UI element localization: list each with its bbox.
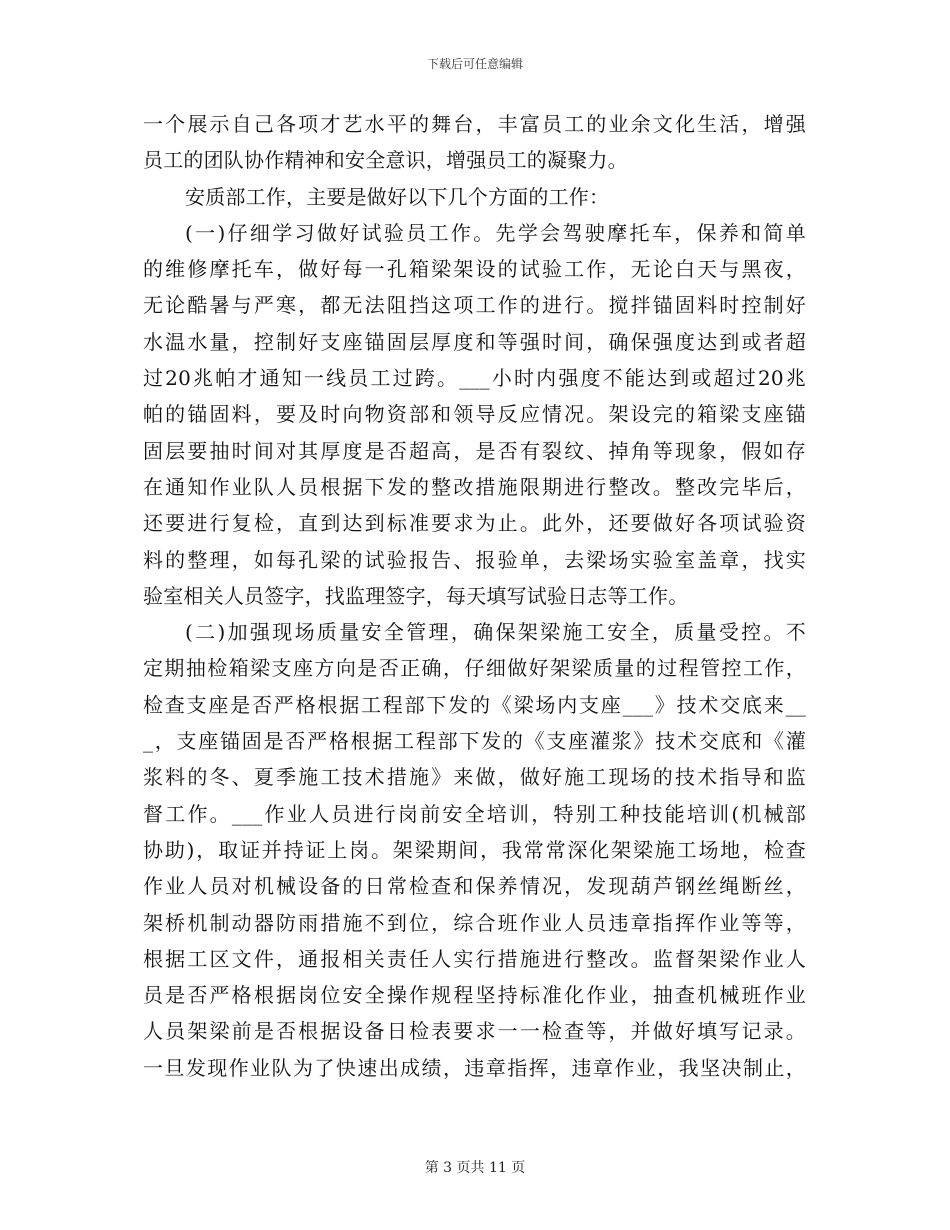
text-line: 定期抽检箱梁支座方向是否正确，仔细做好架梁质量的过程管控工作， [143,656,806,681]
text-line: 浆料的冬、夏季施工技术措施》来做，做好施工现场的技术指导和监 [143,765,806,790]
document-body [143,106,806,1086]
text-line: 的维修摩托车，做好每一孔箱梁架设的试验工作，无论白天与黑夜， [143,257,806,282]
text-line: 人员架梁前是否根据设备日检表要求一一检查等，并做好填写记录。 [143,1019,806,1044]
text-line: 作业人员对机械设备的日常检查和保养情况，发现葫芦钢丝绳断丝， [143,874,806,899]
text-line: 一旦发现作业队为了快速出成绩，违章指挥，违章作业，我坚决制止， [143,1055,806,1080]
text-line: 帕的锚固料，要及时向物资部和领导反应情况。架设完的箱梁支座锚 [143,402,806,427]
text-line: 固层要抽时间对其厚度是否超高，是否有裂纹、掉角等现象，假如存 [143,438,806,463]
text-line: _，支座锚固是否严格根据工程部下发的《支座灌浆》技术交底和《灌 [143,729,806,754]
text-line: 员是否严格根据岗位安全操作规程坚持标准化作业，抽查机械班作业 [143,983,806,1008]
text-line: 督工作。___作业人员进行岗前安全培训，特别工种技能培训(机械部 [143,801,806,826]
text-line: 验室相关人员签字，找监理签字，每天填写试验日志等工作。 [143,583,689,608]
page-number-footer: 第 3 页共 11 页 [424,1160,526,1176]
text-line: 一个展示自己各项才艺水平的舞台，丰富员工的业余文化生活，增强 [143,112,806,136]
paragraph-heading: 安质部工作，主要是做好以下几个方面的工作： [185,184,610,209]
text-line: 还要进行复检，直到达到标准要求为止。此外，还要做好各项试验资 [143,511,806,536]
text-line: 无论酷暑与严寒，都无法阻挡这项工作的进行。搅拌锚固料时控制好 [143,293,806,318]
text-line: 协助)，取证并持证上岗。架梁期间，我常常深化架梁施工场地，检查 [143,837,806,862]
text-line: (二)加强现场质量安全管理，确保架梁施工安全，质量受控。不 [185,620,806,645]
text-line: 架桥机制动器防雨措施不到位，综合班作业人员违章指挥作业等等， [143,910,806,935]
text-line: (一)仔细学习做好试验员工作。先学会驾驶摩托车，保养和简单 [185,220,806,245]
text-line: 水温水量，控制好支座锚固层厚度和等强时间，确保强度达到或者超 [143,329,806,354]
text-line: 检查支座是否严格根据工程部下发的《梁场内支座___》技术交底来__ [143,692,806,717]
text-line: 过20兆帕才通知一线员工过跨。___小时内强度不能达到或超过20兆 [143,366,806,391]
text-line: 在通知作业队人员根据下发的整改措施限期进行整改。整改完毕后， [143,474,806,499]
text-line: 料的整理，如每孔梁的试验报告、报验单，去梁场实验室盖章，找实 [143,547,806,572]
text-line: 员工的团队协作精神和安全意识，增强员工的凝聚力。 [143,148,628,173]
text-line: 根据工区文件，通报相关责任人实行措施进行整改。监督架梁作业人 [143,946,806,971]
page-header: 下载后可任意编辑 [426,57,523,71]
